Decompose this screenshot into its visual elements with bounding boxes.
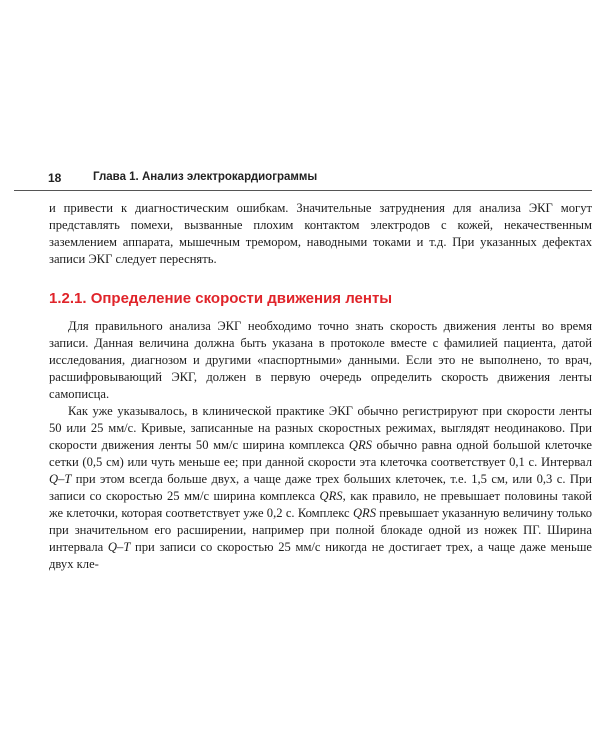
section-paragraph-1: Для правильного анализа ЭКГ необходимо точно знать скорость движения ленты во время записи. Данная величина должна быть указана в протоколе вместе с фамилией пациента, датой исследования, диагнозом и другими «паспортными» данными. Если это не выполнено, то врач, расшифровывающий ЭКГ, должен в первую очередь определить скорость движения ленты самописца. (49, 319, 592, 401)
term-qrs: QRS (352, 506, 377, 520)
chapter-title: Глава 1. Анализ электрокардиограммы (93, 171, 318, 183)
term-qt: Q–T (107, 540, 131, 554)
section-paragraph-2 (49, 403, 592, 573)
header-divider (14, 190, 592, 191)
running-header (16, 170, 588, 186)
text-run: при записи со скоростью 25 мм/с никогда не достигает трех, а чаще даже меньше двух кле- (49, 540, 592, 571)
term-qt: Q–T (49, 472, 72, 486)
section-body (49, 318, 592, 573)
continuation-paragraph: и привести к диагностическим ошибкам. Значительные затруднения для анализа ЭКГ могут представлять помехи, вызванные плохим контактом электродов с кожей, некачественным заземлением аппарата, мышечным тремором, наводными токами и т.д. При указанных дефектах записи ЭКГ следует переснять. (49, 201, 592, 266)
text-run: при этом всегда больше двух, а чаще даже трех больших клеточек, т.е. 1,5 см, или 0,3 с. При записи со скоростью 25 мм/с ширина комплекса (49, 472, 592, 503)
section-heading: 1.2.1. Определение скорости движения ленты (49, 290, 393, 307)
text-run: превышает указанную величину только при значительном его расширении, например при полной блокаде одной из ножек ПГ. Ширина интервала (49, 506, 592, 554)
term-qrs: QRS (319, 489, 343, 503)
text-run: , как правило, не превышает половины такой же клеточки, которая соответствует уже 0,2 с. Комплекс (49, 489, 593, 520)
page-number: 18 (48, 171, 62, 185)
term-qrs: QRS (348, 438, 372, 452)
text-run: Как уже указывалось, в клинической практике ЭКГ обычно регистрируют при скорости ленты 50 или 25 мм/с. Кривые, записанные на разных скоростных режимах, выглядят неодинаково. При скорости движения ленты 50 мм/с ширина комплекса (49, 404, 592, 452)
text-run: обычно равна одной большой клеточке сетки (0,5 см) или чуть меньше ее; при данной скорости эта клеточка соответствует 0,1 с. Интервал (49, 438, 593, 469)
continuation-text-block (49, 200, 592, 268)
